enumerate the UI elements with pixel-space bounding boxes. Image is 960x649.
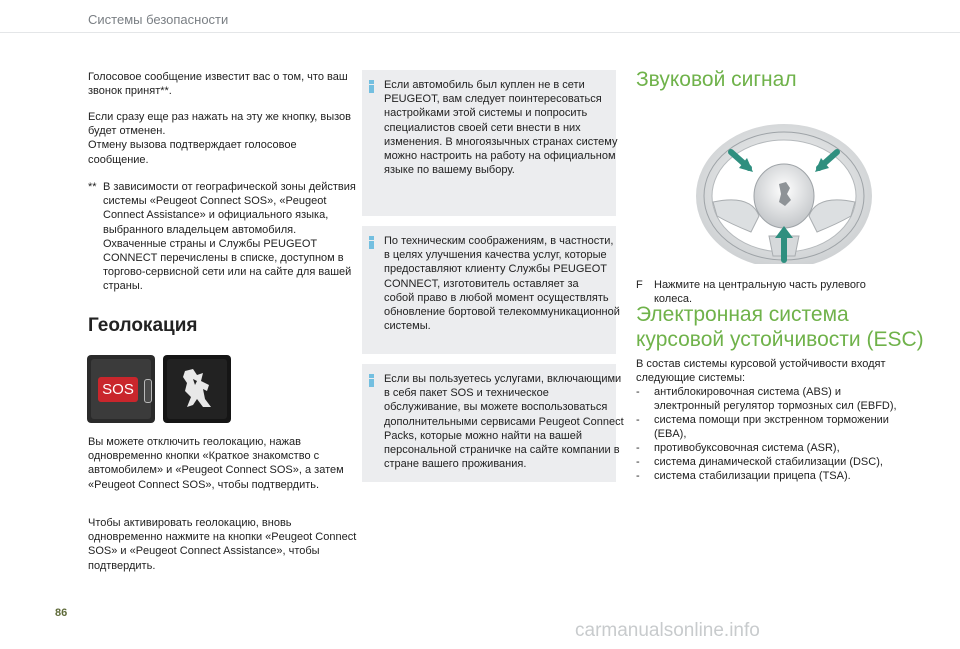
text-line: предоставляют клиенту Службы PEUGEOT — [384, 263, 608, 276]
text-line: системы. — [384, 320, 431, 333]
note-box-updates — [362, 226, 620, 354]
text-line: SOS» и «Peugeot Connect Assistance», чтобы — [88, 545, 320, 558]
paragraph-enable-geolocation — [88, 516, 356, 573]
text-line: В зависимости от географической зоны действия — [103, 181, 356, 193]
text-line: антиблокировочная система (ABS) и — [654, 386, 842, 398]
text-line: «Peugeot Connect SOS», чтобы подтвердить. — [88, 478, 320, 491]
note-box-packs — [362, 364, 624, 482]
text-line: колеса. — [654, 293, 693, 306]
section-title-horn: Звуковой сигнал — [636, 68, 797, 91]
text-line: в целях улучшения качества услуг, которые — [384, 249, 607, 262]
text-line: Охваченные страны и Службы PEUGEOT — [103, 237, 318, 250]
page-header-title: Системы безопасности — [88, 12, 229, 27]
text-line: Если вы пользуетесь услугами, включающими — [384, 373, 622, 385]
text-line: система стабилизации прицепа (TSA). — [654, 470, 851, 482]
text-line: сообщение. — [88, 153, 149, 166]
list-dash: - — [636, 456, 640, 468]
list-dash: - — [636, 470, 640, 482]
text-line: PEUGEOT, вам следует поинтересоваться — [384, 93, 602, 106]
text-line: Чтобы активировать геолокацию, вновь — [88, 517, 292, 529]
text-line: системы «Peugeot Connect SOS», «Peugeot — [103, 195, 327, 208]
text-line: По техническим соображениям, в частности, — [384, 235, 614, 247]
list-dash: - — [636, 414, 640, 426]
text-line: собой право в любой момент осуществлять — [384, 291, 609, 304]
steering-wheel-illustration — [691, 124, 877, 264]
note-info-icon — [369, 80, 374, 93]
footnote-text — [103, 180, 356, 294]
text-line: автомобилем» и «Peugeot Connect SOS», а затем — [88, 464, 344, 477]
text-line: персональной страничке на сайте компании в — [384, 444, 620, 457]
text-line: можно настроить на работу на официальном — [384, 150, 616, 163]
text-line: настройками этой системы и попросить — [384, 107, 588, 120]
note-text — [384, 234, 620, 333]
text-line: будет отменен. — [88, 125, 166, 138]
sos-button-icon — [87, 355, 155, 423]
text-line: В состав системы курсовой устойчивости входят — [636, 358, 886, 370]
text-line: Отмену вызова подтверждает голосовое — [88, 139, 297, 152]
text-line: система динамической стабилизации (DSC), — [654, 456, 883, 468]
text-line: выбранного владельцем автомобиля. — [103, 223, 297, 236]
text-line: Если автомобиль был куплен не в сети — [384, 79, 585, 91]
header-divider — [0, 32, 960, 33]
sos-indicator-led — [144, 379, 152, 403]
section-title-esc — [636, 302, 924, 352]
text-line: Packs, которые можно найти на вашей — [384, 429, 583, 442]
note-info-icon — [369, 374, 374, 387]
text-line: Connect Assistance» и официального языка, — [103, 209, 329, 222]
text-line: звонок принят**. — [88, 85, 172, 98]
text-line: одновременно кнопки «Краткое знакомство с — [88, 450, 320, 463]
sos-label: SOS — [98, 377, 138, 402]
bullet-marker: F — [636, 279, 643, 291]
text-line: противобуксовочная система (ASR), — [654, 442, 840, 454]
note-info-icon — [369, 236, 374, 249]
text-line: в себя пакет SOS и техническое — [384, 387, 549, 400]
lion-emblem-icon — [163, 355, 231, 423]
page-number: 86 — [55, 607, 68, 619]
paragraph-cancel-call — [88, 110, 351, 167]
paragraph-disable-geolocation — [88, 435, 344, 492]
text-line: обслуживание, вы можете воспользоваться — [384, 401, 608, 414]
footnote-mark: ** — [88, 181, 97, 193]
steering-wheel-icon — [691, 124, 877, 264]
text-line: Если сразу еще раз нажать на эту же кнопку, вызов — [88, 111, 352, 123]
text-line: стране вашего проживания. — [384, 458, 527, 471]
note-text — [384, 372, 624, 471]
text-line: торгово-сервисной сети или на сайте для вашей — [103, 266, 352, 279]
esc-intro — [636, 357, 886, 385]
text-line: (EBA), — [654, 428, 687, 441]
text-line: CONNECT, изготовитель оставляет за — [384, 277, 579, 290]
peugeot-lion-button-icon — [163, 355, 231, 423]
list-dash: - — [636, 442, 640, 454]
paragraph-voice-message — [88, 70, 348, 98]
text-line: электронный регулятор тормозных сил (EBFD), — [654, 400, 897, 413]
text-line: система помощи при экстренном торможении — [654, 414, 889, 426]
text-line: одновременно нажмите на кнопки «Peugeot Connect — [88, 531, 357, 544]
list-dash: - — [636, 386, 640, 398]
text-line: страны. — [103, 280, 143, 293]
text-line: подтвердить. — [88, 559, 156, 572]
watermark[interactable]: carmanualsonline.info — [575, 620, 760, 641]
sos-button-face — [91, 359, 151, 419]
section-title-geolocation: Геолокация — [88, 315, 198, 336]
text-line: специалистов своей сети внести в них — [384, 121, 581, 134]
text-line: обновление бортовой телекоммуникационной — [384, 306, 620, 319]
text-line: изменения. В многоязычных странах систему — [384, 135, 618, 148]
text-line: Голосовое сообщение известит вас о том, что ваш — [88, 71, 348, 83]
text-line: CONNECT перечислены в списке, доступном в — [103, 252, 344, 265]
title-line: Электронная система — [636, 303, 849, 326]
text-line: языке по вашему выбору. — [384, 164, 515, 177]
note-text — [384, 78, 617, 177]
text-line: следующие системы: — [636, 372, 746, 385]
note-box-dealer — [362, 70, 616, 216]
text-line: дополнительными сервисами Peugeot Connect — [384, 415, 624, 428]
title-line: курсовой устойчивости (ESC) — [636, 328, 924, 351]
text-line: Вы можете отключить геолокацию, нажав — [88, 436, 301, 448]
text-line: Нажмите на центральную часть рулевого — [654, 279, 866, 291]
